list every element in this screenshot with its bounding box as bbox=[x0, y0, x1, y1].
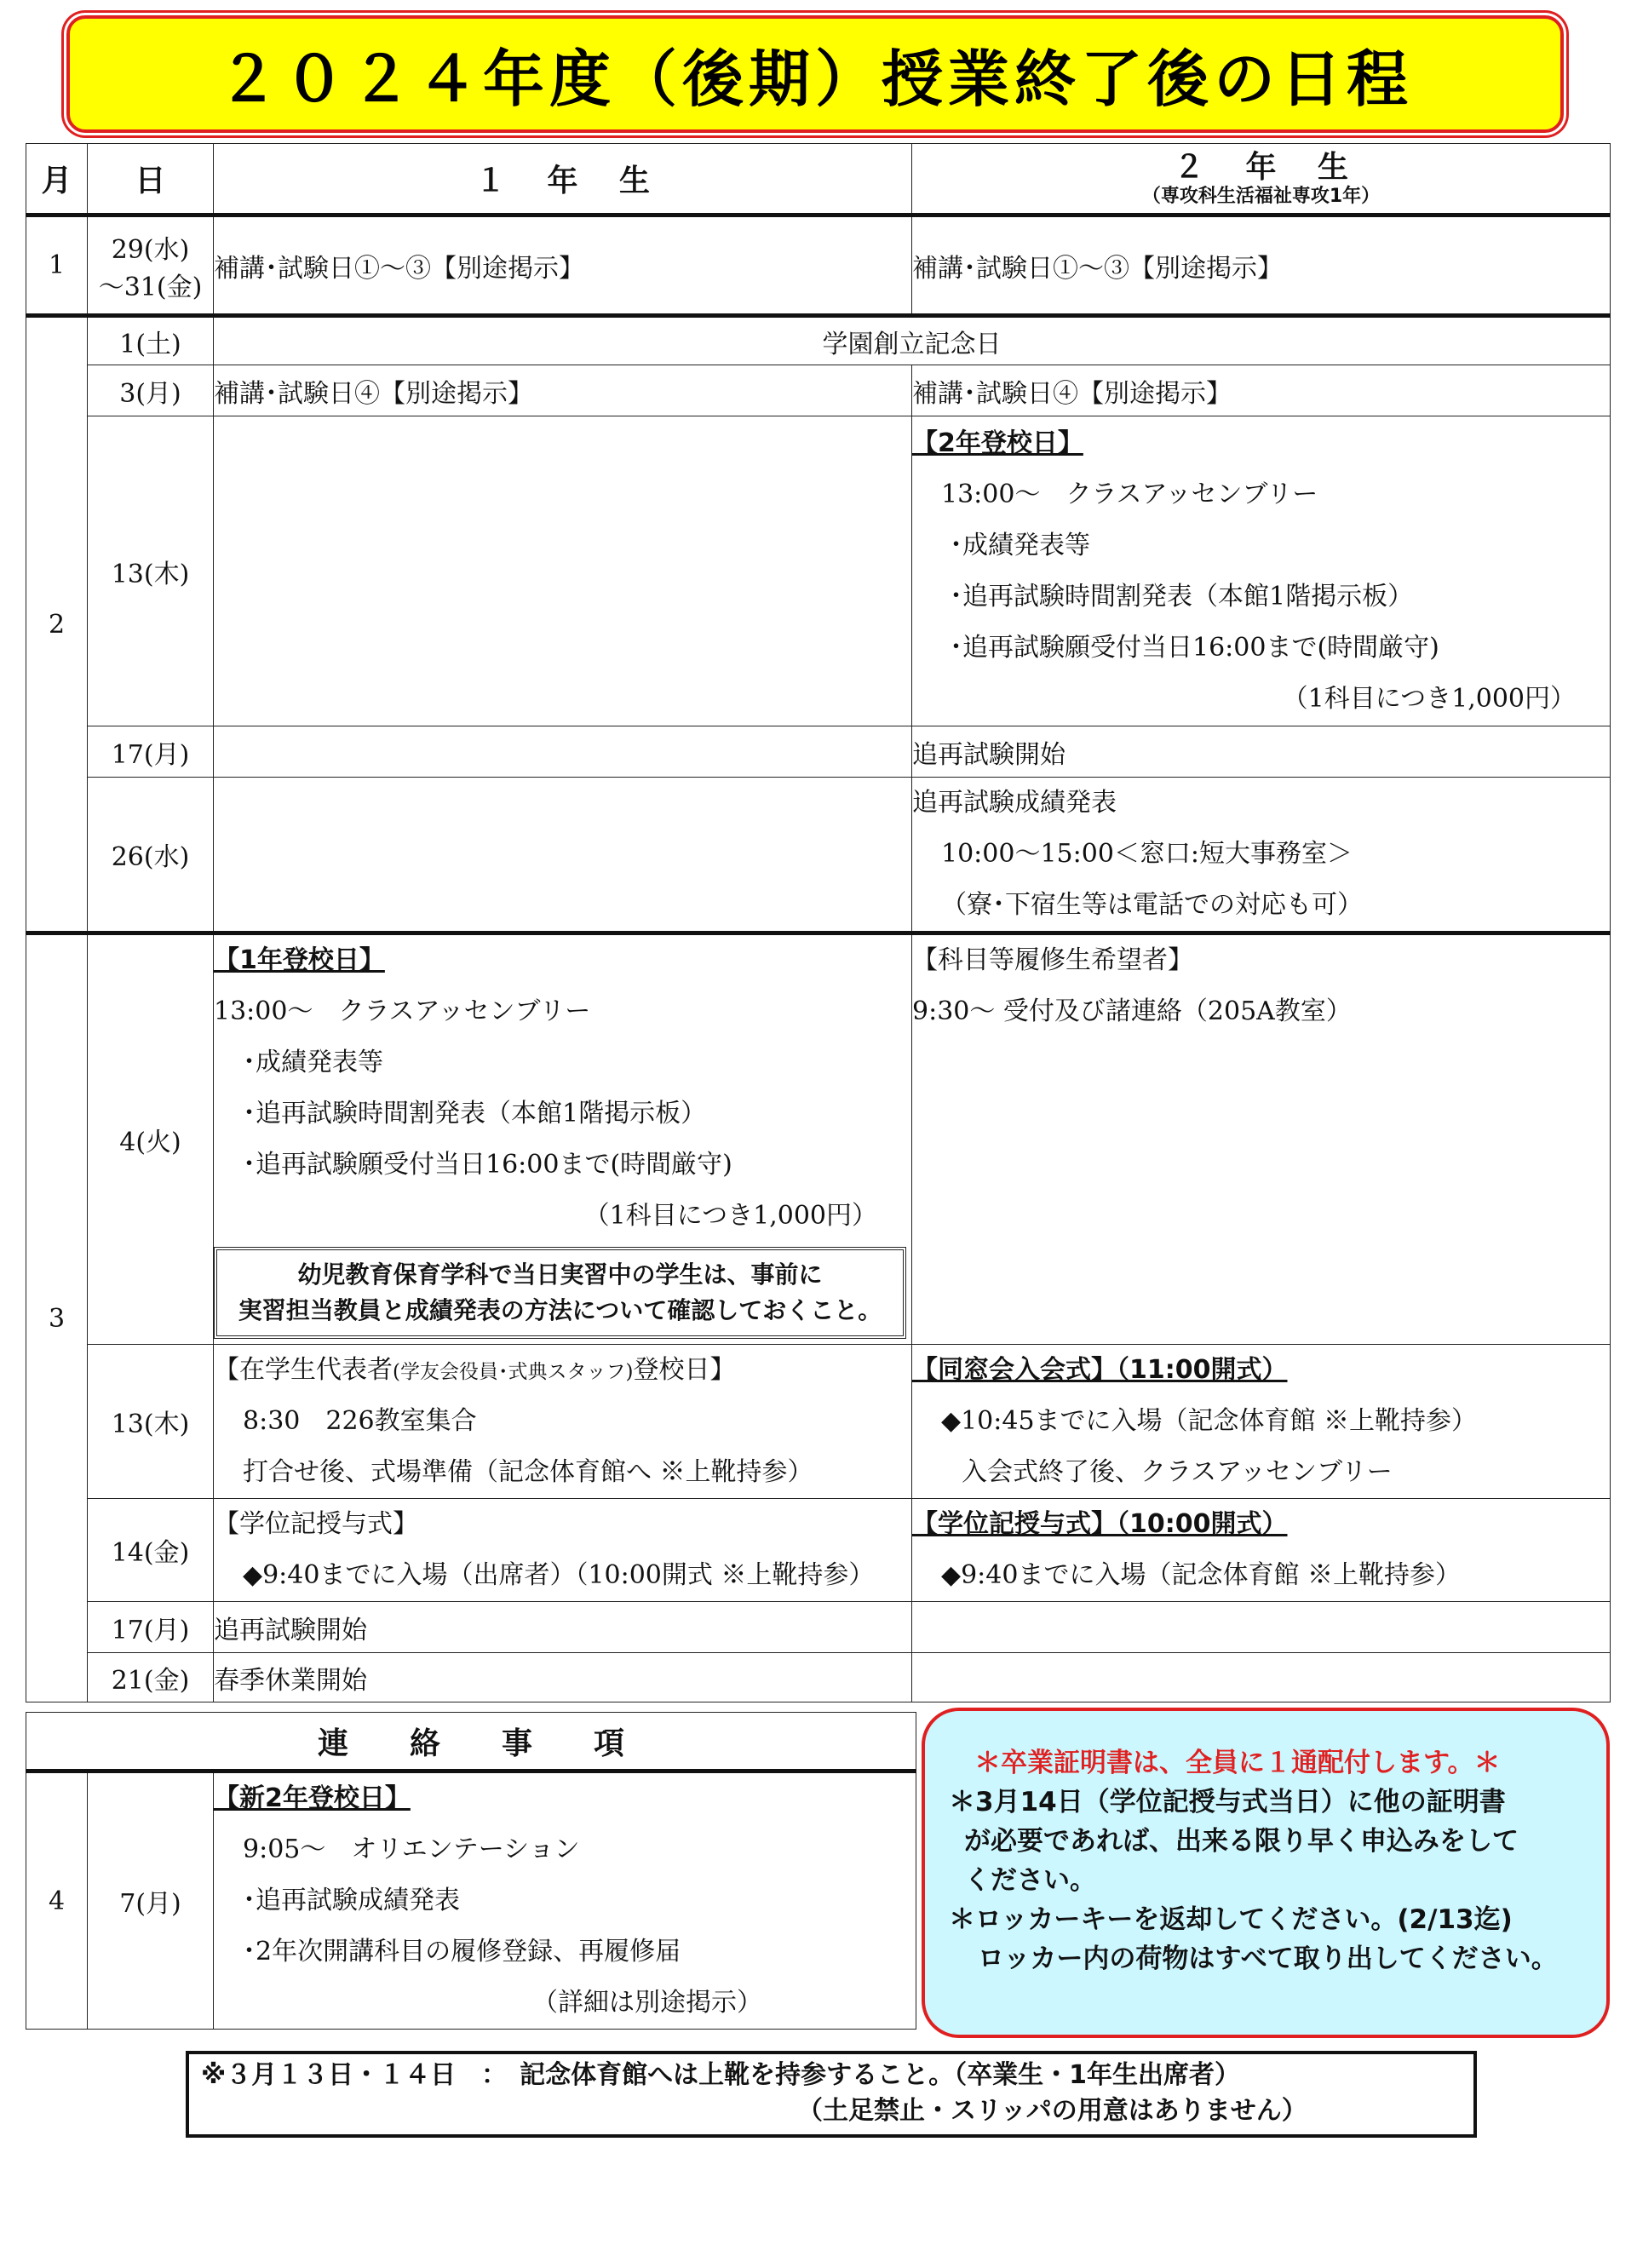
notes-table bbox=[26, 1712, 916, 2030]
year1-cell: 補講･試験日①～③【別途掲示】 bbox=[214, 215, 912, 316]
event-heading bbox=[214, 1345, 911, 1396]
notes-content bbox=[214, 1771, 916, 2030]
day-cell: 4(火) bbox=[88, 933, 214, 1345]
table-header-row bbox=[26, 144, 1611, 215]
event-line: ･成績発表等 bbox=[243, 1048, 383, 1077]
year1-cell: 追再試験開始 bbox=[214, 1602, 912, 1653]
event-line: ･成績発表等 bbox=[950, 530, 1090, 560]
notice-line: 幼児教育保育学科で当日実習中の学生は、事前に bbox=[297, 1260, 823, 1289]
bubble-line: が必要であれば、出来る限り早く申込みをして bbox=[964, 1826, 1519, 1857]
table-row bbox=[26, 726, 1611, 778]
event-line: 入会式終了後、クラスアッセンブリー bbox=[962, 1457, 1393, 1487]
event-line: ◆9:40までに入場（記念体育館 ※上靴持参） bbox=[941, 1560, 1461, 1590]
event-heading: 【科目等履修生希望者】 bbox=[912, 945, 1193, 975]
event-line: 9:05～ オリエンテーション bbox=[243, 1834, 580, 1864]
heading-small: (学友会役員･式典スタッフ) bbox=[393, 1361, 634, 1383]
footer-line: ※３月１３日・１４日 ： 記念体育館へは上靴を持参すること。（卒業生・1年生出席者） bbox=[201, 2060, 1241, 2090]
title-banner bbox=[66, 15, 1564, 133]
fee-line: （1科目につき1,000円） bbox=[583, 1201, 877, 1231]
bubble-line: ＊卒業証明書は、全員に１通配付します。＊ bbox=[974, 1748, 1501, 1778]
year2-header-label: ２ 年 生 bbox=[1173, 150, 1349, 186]
table-row bbox=[26, 1653, 1611, 1702]
event-line: （寮･下宿生等は電話での対応も可） bbox=[941, 890, 1363, 920]
event-line: 13:00～ クラスアッセンブリー bbox=[941, 479, 1318, 509]
event-heading: 【同窓会入会式】（11:00開式） bbox=[912, 1355, 1288, 1385]
bubble-line: ロッカー内の荷物はすべて取り出してください。 bbox=[978, 1944, 1558, 1974]
day-header: 日 bbox=[88, 144, 214, 215]
year1-header: １ 年 生 bbox=[214, 144, 912, 215]
heading-part: 登校日】 bbox=[633, 1355, 736, 1385]
event-line: ･追再試験願受付当日16:00まで(時間厳守) bbox=[243, 1150, 732, 1180]
event-line: 8:30 226教室集合 bbox=[243, 1406, 477, 1436]
event-heading: 【1年登校日】 bbox=[214, 945, 385, 975]
notes-header-row bbox=[26, 1713, 916, 1771]
table-row bbox=[26, 933, 1611, 1345]
year2-header bbox=[912, 144, 1611, 215]
table-row bbox=[26, 416, 1611, 726]
year1-cell bbox=[214, 1499, 912, 1602]
event-line: 10:00～15:00＜窓口:短大事務室＞ bbox=[941, 839, 1353, 869]
year1-cell bbox=[214, 1345, 912, 1499]
day-cell: 13(木) bbox=[88, 1345, 214, 1499]
year2-cell bbox=[912, 1602, 1611, 1653]
event-line: ･追再試験成績発表 bbox=[243, 1886, 460, 1915]
footer-line: （土足禁止・スリッパの用意はありません） bbox=[797, 2096, 1307, 2126]
day-cell: 17(月) bbox=[88, 1602, 214, 1653]
bubble-line: ＊3月14日（学位記授与式当日）に他の証明書 bbox=[949, 1787, 1506, 1817]
year2-cell bbox=[912, 1653, 1611, 1702]
practicum-notice bbox=[214, 1247, 906, 1339]
day-cell: 3(月) bbox=[88, 365, 214, 416]
month-cell: 3 bbox=[26, 933, 88, 1702]
table-row bbox=[26, 1345, 1611, 1499]
detail-line: （詳細は別途掲示） bbox=[532, 1988, 763, 2018]
year1-cell bbox=[214, 726, 912, 778]
footer-note bbox=[186, 2051, 1477, 2138]
year1-cell bbox=[214, 933, 912, 1345]
day-cell: 1(土) bbox=[88, 316, 214, 365]
event-line: ･追再試験時間割発表（本館1階掲示板） bbox=[950, 581, 1414, 611]
month-cell: 2 bbox=[26, 316, 88, 933]
year1-cell: 補講･試験日④【別途掲示】 bbox=[214, 365, 912, 416]
table-row bbox=[26, 365, 1611, 416]
table-row bbox=[26, 316, 1611, 365]
year2-cell: 補講･試験日④【別途掲示】 bbox=[912, 365, 1611, 416]
event-line: 打合せ後、式場準備（記念体育館へ ※上靴持参） bbox=[243, 1457, 813, 1487]
event-line: ･2年次開講科目の履修登録、再履修届 bbox=[243, 1937, 681, 1967]
year2-cell bbox=[912, 778, 1611, 933]
notice-line: 実習担当教員と成績発表の方法について確認しておくこと。 bbox=[238, 1296, 882, 1324]
table-row bbox=[26, 1499, 1611, 1602]
day-cell: 7(月) bbox=[88, 1771, 214, 2030]
fee-line: （1科目につき1,000円） bbox=[1282, 683, 1576, 714]
schedule-table bbox=[26, 143, 1611, 1702]
day-cell: 13(木) bbox=[88, 416, 214, 726]
year2-cell: 追再試験開始 bbox=[912, 726, 1611, 778]
year2-cell bbox=[912, 933, 1611, 1345]
year2-cell: 補講･試験日①～③【別途掲示】 bbox=[912, 215, 1611, 316]
day-cell: 26(水) bbox=[88, 778, 214, 933]
all-years-cell: 学園創立記念日 bbox=[214, 316, 1611, 365]
month-cell: 1 bbox=[26, 215, 88, 316]
day-cell: 17(月) bbox=[88, 726, 214, 778]
day-line: ～31(金) bbox=[98, 272, 203, 302]
year2-header-sub: （専攻科生活福祉専攻1年） bbox=[1141, 185, 1381, 207]
month-cell: 4 bbox=[26, 1771, 88, 2030]
event-line: ･追再試験時間割発表（本館1階掲示板） bbox=[243, 1099, 707, 1128]
year2-cell bbox=[912, 416, 1611, 726]
year1-cell bbox=[214, 416, 912, 726]
table-row bbox=[26, 215, 1611, 316]
notes-header: 連 絡 事 項 bbox=[26, 1713, 916, 1771]
event-line: ･追再試験願受付当日16:00まで(時間厳守) bbox=[950, 632, 1439, 663]
year2-cell bbox=[912, 1499, 1611, 1602]
year2-cell bbox=[912, 1345, 1611, 1499]
table-row bbox=[26, 1602, 1611, 1653]
day-cell bbox=[88, 215, 214, 316]
event-line: ◆10:45までに入場（記念体育館 ※上靴持参） bbox=[941, 1406, 1478, 1436]
table-row bbox=[26, 1771, 916, 2030]
event-heading: 【2年登校日】 bbox=[912, 428, 1083, 458]
bubble-line: ください。 bbox=[964, 1865, 1096, 1896]
event-heading: 【学位記授与式】 bbox=[214, 1509, 418, 1539]
event-line: ◆9:40までに入場（出席者）（10:00開式 ※上靴持参） bbox=[243, 1560, 875, 1590]
event-heading: 【新2年登校日】 bbox=[214, 1783, 411, 1813]
notice-bubble bbox=[922, 1708, 1610, 2038]
day-line: 29(水) bbox=[111, 234, 190, 265]
page-title: ２０２４年度（後期）授業終了後の日程 bbox=[216, 43, 1413, 115]
table-row bbox=[26, 778, 1611, 933]
day-cell: 21(金) bbox=[88, 1653, 214, 1702]
day-cell: 14(金) bbox=[88, 1499, 214, 1602]
event-line: 13:00～ クラスアッセンブリー bbox=[214, 996, 591, 1026]
year1-cell bbox=[214, 778, 912, 933]
event-line: 9:30～ 受付及び諸連絡（205A教室） bbox=[912, 996, 1352, 1026]
event-line: 追再試験成績発表 bbox=[912, 788, 1117, 818]
month-header: 月 bbox=[26, 144, 88, 215]
bubble-line: ＊ロッカーキーを返却してください。(2/13迄) bbox=[949, 1904, 1513, 1935]
year1-cell: 春季休業開始 bbox=[214, 1653, 912, 1702]
event-heading: 【学位記授与式】（10:00開式） bbox=[912, 1509, 1288, 1539]
heading-part: 【在学生代表者 bbox=[214, 1355, 393, 1385]
